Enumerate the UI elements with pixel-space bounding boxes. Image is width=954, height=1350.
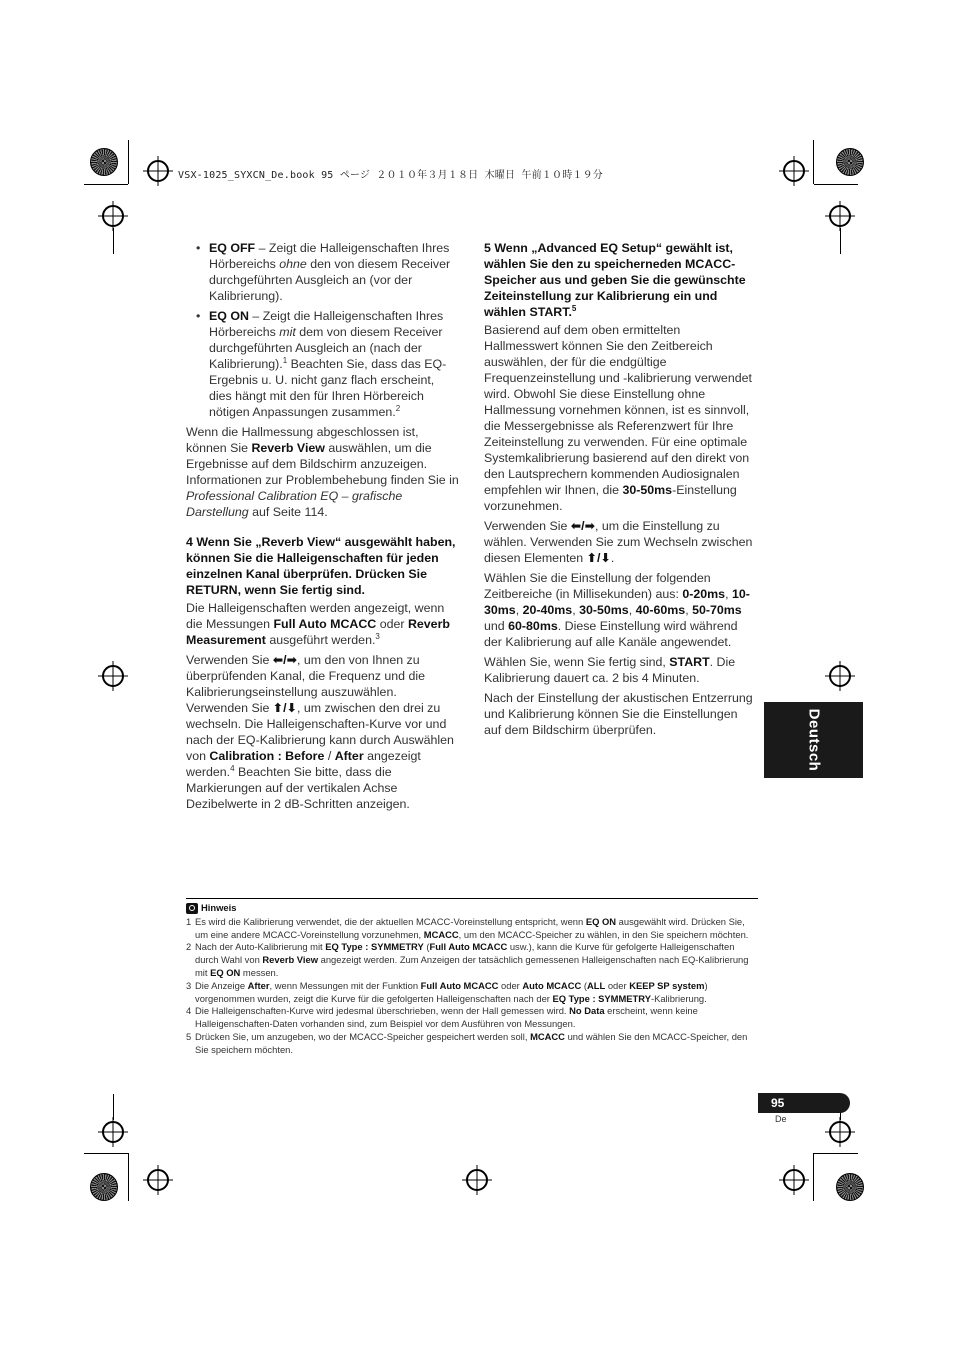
paragraph-final: Nach der Einstellung der akustischen Entzerrung und Kalibrierung können Sie die Einstellungen auf dem Bildschirm überprüfen.: [484, 691, 753, 737]
right-column: [484, 240, 756, 742]
left-column: [186, 240, 460, 816]
crop-mark: [84, 1153, 128, 1154]
footnote-1: 1 Es wird die Kalibrierung verwendet, die der aktuellen MCACC-Voreinstellung entspricht, wenn EQ ON ausgewählt wird. Drücken Sie, um eine andere MCACC-Voreinstellung vorzunehmen, MCACC, um den MCACC-Speicher zu wählen, in den Sie speichern möchten.: [186, 915, 749, 940]
registration-mark-icon: [102, 665, 124, 687]
crop-mark: [128, 1153, 129, 1201]
paragraph-halleigenschaften: Die Halleigenschaften werden angezeigt, wenn die Messungen Full Auto MCACC oder Reverb Measurement ausgeführt werden.$^3$: [186, 601, 450, 647]
step-5-heading: 5 Wenn „Advanced EQ Setup“ gewählt ist, wählen Sie den zu speicherneden MCACC-Speicher aus und geben Sie die gewünschte Zeiteinstellung zur Kalibrierung ein und wählen START.$^5$: [484, 241, 746, 319]
language-tab: Deutsch: [764, 702, 863, 778]
paragraph-zeitbereich: Basierend auf dem oben ermittelten Hallmesswert können Sie den Zeitbereich auswählen, der für die endgültige Frequenzeinstellung und -kalibrierung verwendet wird. Obwohl Sie diese Einstellung ohne Hallmessung vornehmen können, ist es sinnvoll, die Messergebnisse als Referenzwert für Ihre Zeiteinstellung zu verwenden. Für eine optimale Systemkalibrierung basierend auf den direkt von den Lautsprechern kommenden Audiosignalen empfehlen wir Ihnen, die 30-50ms-Einstellung vorzunehmen.: [484, 323, 752, 513]
bullet-eq-on: • EQ ON – Zeigt die Halleigenschaften Ihres Hörbereichs mit dem von diesem Receiver durchgeführten Ausgleich an (nach der Kalibrierung).$^1$ Beachten Sie, dass das EQ-Ergebnis u. U. nicht ganz flach erscheint, dies hängt mit den für Ihren Hörbereich nötigen Anpassungen zusammen.$^2$: [196, 309, 447, 419]
registration-mark-icon: [829, 665, 851, 687]
registration-mark-icon: [102, 1121, 124, 1143]
crop-mark: [113, 228, 114, 254]
registration-rosette-icon: [90, 1173, 118, 1201]
up-down-arrow-icon: ⬆/⬇: [272, 701, 298, 715]
paragraph-time-ranges: Wählen Sie die Einstellung der folgenden Zeitbereiche (in Millisekunden) aus: 0-20ms, 10-30ms, 20-40ms, 30-50ms, 40-60ms, 50-70ms und 60-80ms. Diese Einstellung wird während der Kalibrierung auf alle Kanäle angewendet.: [484, 571, 750, 649]
footnote-5: 5 Drücken Sie, um anzugeben, wo der MCACC-Speicher gespeichert werden soll, MCACC und wählen Sie den MCACC-Speicher, den Sie speichern möchten.: [186, 1030, 748, 1055]
paragraph-start: Wählen Sie, wenn Sie fertig sind, START. Die Kalibrierung dauert ca. 2 bis 4 Minuten.: [484, 655, 736, 685]
note-icon: [186, 903, 198, 914]
crop-mark: [813, 1153, 814, 1201]
registration-mark-icon: [829, 205, 851, 227]
page-language: De: [775, 1114, 787, 1124]
crop-mark: [814, 1153, 858, 1154]
paragraph-reverb-view: Wenn die Hallmessung abgeschlossen ist, können Sie Reverb View auswählen, um die Ergebnisse auf dem Bildschirm anzuzeigen. Informationen zur Problembehebung finden Sie in Professional Calibration EQ – grafische Darstellung auf Seite 114.: [186, 425, 459, 519]
footnote-2: 2 Nach der Auto-Kalibrierung mit EQ Type : SYMMETRY (Full Auto MCACC usw.), kann die Kurve für gefolgerte Halleigenschaften durch Wahl von Reverb View angezeigt werden. Zum Anzeigen der tatsächlich gemessenen Halleigenschaften nach EQ-Kalibrierung mit EQ ON messen.: [186, 941, 749, 978]
up-down-arrow-icon: ⬆/⬇: [586, 551, 611, 565]
registration-rosette-icon: [836, 1173, 864, 1201]
left-right-arrow-icon: ⬅/➡: [570, 519, 596, 533]
paragraph-navigation: Verwenden Sie ⬅/➡, um den von Ihnen zu überprüfenden Kanal, die Frequenz und die Kalibrierungseinstellung auszuwählen. Verwenden Sie ⬆/⬇, um zwischen den drei zu wechseln. Die Halleigenschaften-Kurve vor und nach der EQ-Kalibrierung kann durch Auswählen von Calibration : Before / After angezeigt werden.$^4$ Beachten Sie bitte, dass die Markierungen auf der vertikalen Achse Dezibelwerte in 2 dB-Schritten anzeigen.: [186, 653, 454, 811]
crop-mark: [840, 228, 841, 254]
footnotes: [186, 898, 758, 1057]
footnote-4: 4 Die Halleigenschaften-Kurve wird jedesmal überschrieben, wenn der Hall gemessen wird. No Data erscheint, wenn keine Halleigenschaften-Daten vorhanden sind, zum Beispiel vor dem Ausführen von Messungen.: [186, 1005, 698, 1030]
notes-heading: Hinweis: [186, 902, 758, 915]
registration-mark-icon: [829, 1121, 851, 1143]
file-header: VSX-1025_SYXCN_De.book 95 ページ ２０１０年３月１８日 木曜日 午前１０時１９分: [178, 170, 603, 181]
crop-mark: [84, 184, 128, 185]
step-4-heading: 4 Wenn Sie „Reverb View“ ausgewählt haben, können Sie die Halleigenschaften für jeden einzelnen Kanal überprüfen. Drücken Sie RETURN, wenn Sie fertig sind.: [186, 535, 456, 597]
registration-mark-icon: [147, 160, 169, 182]
page-number: 95: [758, 1093, 850, 1113]
registration-mark-icon: [147, 1169, 169, 1191]
bullet-eq-off: • EQ OFF – Zeigt die Halleigenschaften Ihres Hörbereichs ohne den von diesem Receiver durchgeführten Ausgleich an (vor der Kalibrierung).: [196, 241, 451, 303]
registration-rosette-icon: [90, 148, 118, 176]
left-right-arrow-icon: ⬅/➡: [272, 653, 298, 667]
registration-mark-icon: [783, 160, 805, 182]
paragraph-arrows: Verwenden Sie ⬅/➡, um die Einstellung zu wählen. Verwenden Sie zum Wechseln zwischen diesen Elementen ⬆/⬇.: [484, 519, 753, 565]
crop-mark: [813, 140, 814, 184]
crop-mark: [814, 184, 858, 185]
registration-mark-icon: [102, 205, 124, 227]
registration-rosette-icon: [836, 148, 864, 176]
footnote-3: 3 Die Anzeige After, wenn Messungen mit der Funktion Full Auto MCACC oder Auto MCACC (ALL oder KEEP SP system) vorgenommen wurden, zeigt die Kurve für die gefolgerten Halleigenschaften nach der EQ Type : SYMMETRY-Kalibrierung.: [186, 979, 708, 1004]
crop-mark: [128, 140, 129, 184]
registration-mark-icon: [466, 1169, 488, 1191]
registration-mark-icon: [783, 1169, 805, 1191]
